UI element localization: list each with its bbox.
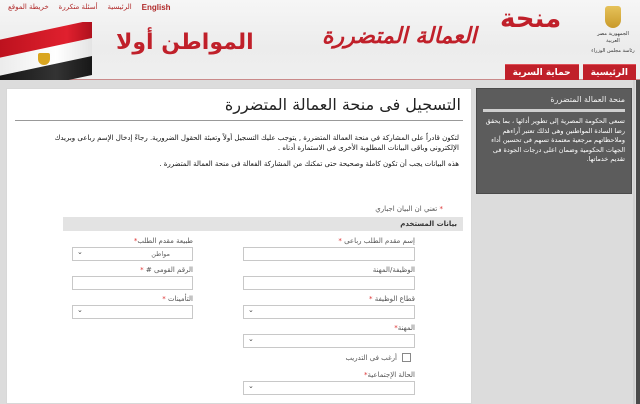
- profession-select[interactable]: [243, 334, 415, 348]
- chevron-down-icon: ⌄: [248, 335, 254, 343]
- job-sector-select[interactable]: [243, 305, 415, 319]
- required-star: *: [338, 237, 342, 245]
- field-label: الوظيفة/المهنة: [372, 266, 415, 274]
- required-star: *: [364, 371, 368, 379]
- job-sector-field: [243, 295, 415, 319]
- chevron-down-icon: ⌄: [77, 306, 83, 314]
- job-title-field: [243, 266, 415, 290]
- intro-paragraph: هذه البيانات يجب أن تكون كاملة وصحيحة حتى تمكنك من المشاركة الفعالة فى منحة العمالة المتضررة .: [159, 160, 459, 168]
- applicant-type-field: [72, 237, 193, 261]
- insurance-select[interactable]: [72, 305, 193, 319]
- nav-tabs: [505, 64, 636, 80]
- required-note-text: تعني ان البيان اجباري: [375, 205, 438, 213]
- required-star: *: [394, 324, 398, 332]
- required-star: *: [140, 266, 144, 274]
- full-name-field: [243, 237, 415, 261]
- required-star: *: [368, 295, 373, 303]
- page-title: التسجيل فى منحة العمالة المتضررة: [224, 95, 461, 114]
- required-star: *: [162, 295, 166, 303]
- applicant-type-select[interactable]: [72, 247, 193, 261]
- section-header: بيانات المستخدم: [63, 217, 463, 231]
- intro-paragraph: لتكون قادراً على المشاركة في منحة العمالة المتضررة , يتوجب عليك التسجيل أولاً وتعبئة الحقول الضرورية. رجاءً إدخال الإسم رباعى وبريدك الإلكترونى وباقى البيانات المطلوبة الأخرى فى الاستمارة أدناه .: [54, 134, 459, 152]
- training-option[interactable]: [345, 353, 411, 362]
- scrollbar[interactable]: [636, 80, 640, 404]
- national-id-input[interactable]: [72, 276, 193, 290]
- intro-text: [39, 133, 459, 175]
- full-name-input[interactable]: [243, 247, 415, 261]
- logo-text: الجمهورية مصر العربية: [597, 31, 629, 44]
- profession-field: [243, 324, 415, 348]
- faq-link[interactable]: أسئلة متكررة: [58, 3, 98, 11]
- job-title-input[interactable]: [243, 276, 415, 290]
- field-label: التأمينات: [167, 295, 193, 303]
- government-logo[interactable]: [590, 6, 636, 58]
- sidebar-info-box: [476, 88, 632, 194]
- egypt-flag-icon: [0, 22, 92, 80]
- tab-privacy[interactable]: حماية السرية: [505, 64, 579, 80]
- sitemap-link[interactable]: خريطة الموقع: [8, 3, 49, 11]
- marital-status-select[interactable]: [243, 381, 415, 395]
- chevron-down-icon: ⌄: [248, 382, 254, 390]
- eagle-emblem-icon: [605, 6, 621, 28]
- chevron-down-icon: ⌄: [77, 248, 83, 256]
- sidebar-body: تسعى الحكومة المصرية إلى تطوير أدائها ، بما يحقق رضا السادة المواطنين وهى لذلك تعتبر آراءهم وملاحظاتهم مرجعية معتمدة تسهم فى تحسين أداء الجهات الحكومية وضمان اعلى درجات الجودة فى تقديم خدماتها.: [485, 117, 625, 163]
- divider: [15, 120, 463, 121]
- chevron-down-icon: ⌄: [248, 306, 254, 314]
- divider: [633, 80, 635, 404]
- top-links: [8, 3, 171, 12]
- required-star: *: [133, 237, 138, 245]
- field-label: إسم مقدم الطلب رباعى: [344, 237, 415, 245]
- field-label: طبيعة مقدم الطلب: [137, 237, 193, 245]
- brand-title-line1: منحة: [500, 4, 562, 34]
- select-value: مواطن: [151, 250, 170, 258]
- home-link[interactable]: الرئيسية: [107, 3, 132, 11]
- required-star: *: [439, 205, 443, 213]
- field-label: الرقم القومى #: [145, 266, 193, 274]
- sidebar-title: منحة العمالة المتضررة: [550, 95, 625, 104]
- slogan: المواطن أولا: [116, 30, 254, 55]
- site-header: [0, 0, 640, 80]
- insurance-field: [72, 295, 193, 319]
- tab-home[interactable]: الرئيسية: [583, 64, 636, 80]
- field-label: الحالة الإجتماعية: [367, 371, 415, 379]
- national-id-field: [72, 266, 193, 290]
- field-label: المهنة: [397, 324, 415, 332]
- brand-title-line2: العمالة المتضررة: [322, 24, 477, 49]
- english-link[interactable]: English: [141, 3, 171, 12]
- training-checkbox[interactable]: [402, 353, 411, 362]
- marital-status-field: [243, 371, 415, 395]
- checkbox-label: أرغب فى التدريب: [345, 353, 397, 362]
- divider: [483, 109, 625, 112]
- logo-subtext: رئاسة مجلس الوزراء: [591, 48, 635, 54]
- registration-panel: [6, 88, 472, 404]
- required-note: [375, 205, 443, 213]
- field-label: قطاع الوظيفة: [374, 295, 415, 303]
